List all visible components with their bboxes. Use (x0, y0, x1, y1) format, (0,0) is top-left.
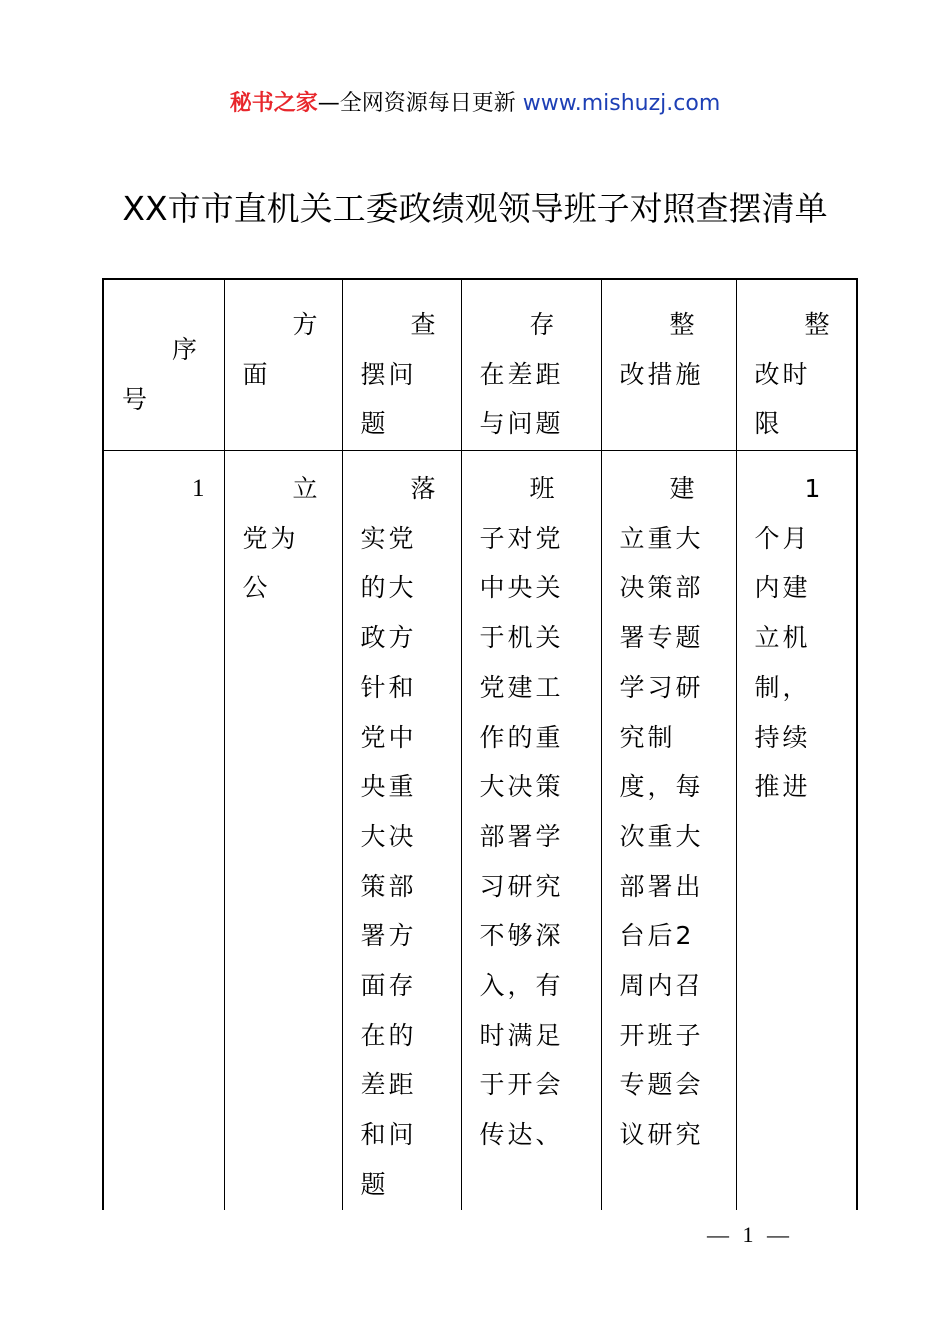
document-title: XX市市直机关工委政绩观领导班子对照查摆清单 (122, 189, 828, 228)
header-cell-measure: 整改措施 (601, 279, 736, 451)
header-cell-no: 序号 (103, 279, 224, 451)
cell-deadline: 1个月内建立机制，持续推进 (736, 451, 857, 1210)
site-banner (0, 86, 950, 122)
header-cell-issue: 查摆问题 (342, 279, 461, 451)
cell-gap: 班子对党中央关于机关党建工作的重大决策部署学习研究不够深入，有时满足于开会传达、 (461, 451, 601, 1210)
header-cell-aspect: 方面 (224, 279, 342, 451)
page-number: — 1 — (707, 1222, 793, 1247)
header-cell-deadline: 整改时限 (736, 279, 857, 451)
banner-url[interactable]: www.mishuzj.com (522, 91, 721, 116)
cell-measure: 建立重大决策部署专题学习研究制度，每次重大部署出台后2周内召开班子专题会议研究 (601, 451, 736, 1210)
table-header-row (103, 279, 857, 451)
checklist-table (102, 278, 858, 1210)
cell-issue: 落实党的大政方针和党中央重大决策部署方面存在的差距和问题 (342, 451, 461, 1210)
header-cell-gap: 存在差距与问题 (461, 279, 601, 451)
table-row (103, 451, 857, 1210)
cell-aspect: 立党为公 (224, 451, 342, 1210)
banner-tagline: —全网资源每日更新 (317, 91, 516, 116)
banner-brand: 秘书之家 (229, 91, 318, 116)
cell-no: 1 (103, 451, 224, 1210)
